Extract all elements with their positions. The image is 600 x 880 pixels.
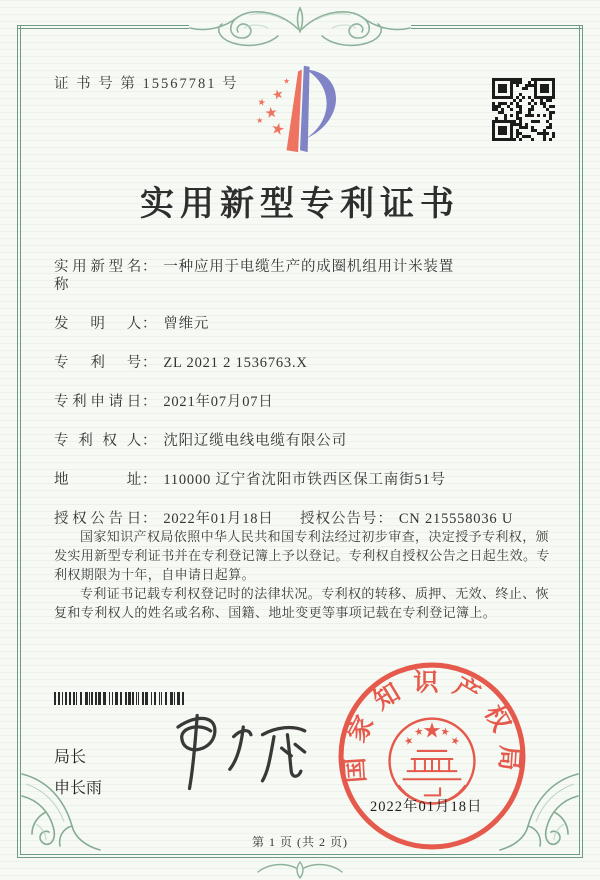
field-row-name (54, 258, 560, 294)
field-label: 授权公告号 (300, 511, 378, 527)
field-row-patent-no (54, 354, 560, 372)
field-label: 地址 (54, 472, 142, 488)
certificate-title: 实用新型专利证书 (140, 186, 460, 223)
logo-p-bowl (306, 70, 336, 139)
signer-title: 局长 (54, 749, 87, 766)
signature-handwriting (140, 704, 335, 800)
legal-text (54, 527, 556, 622)
field-label: 专利权人 (54, 433, 142, 449)
grant-no-pair (300, 510, 513, 528)
field-value: 曾维元 (163, 316, 210, 332)
field-value: 2021年07月07日 (163, 394, 274, 410)
field-label: 专利申请日 (54, 394, 142, 410)
legal-paragraph-1: 国家知识产权局依照中华人民共和国专利法经过初步审查，决定授予专利权，颁发实用新型专利证书并在专利登记簿上予以登记。专利权自授权公告之日起生效。专利权期限为十年，自申请日起算。 (54, 529, 550, 582)
seal-date: 2022年01月18日 (370, 799, 483, 815)
certificate-number: 证 书 号 第 15567781 号 (54, 76, 239, 92)
field-colon: ： (142, 472, 158, 488)
legal-paragraph-2: 专利证书记载专利权登记时的法律状况。专利权的转移、质押、无效、终止、恢复和专利权人的姓名或名称、国籍、地址变更等事项记载在专利登记簿上。 (54, 586, 550, 620)
top-filigree-ornament (180, 2, 420, 52)
grant-no-value: CN 215558036 U (398, 511, 514, 527)
logo-red-wedge (287, 70, 302, 153)
field-colon: ： (377, 511, 393, 527)
field-value: 沈阳辽缆电线电缆有限公司 (163, 433, 347, 449)
qr-code (492, 78, 555, 141)
field-row-grant (54, 510, 560, 528)
field-label: 实用新型名称 (54, 259, 142, 293)
field-list (54, 258, 560, 549)
top-border-right (411, 25, 583, 29)
field-label: 授权公告日 (54, 511, 142, 527)
field-colon: ： (142, 316, 158, 332)
official-seal (336, 660, 528, 852)
field-row-filing-date (54, 393, 560, 411)
logo-stars (257, 78, 290, 135)
signer-name: 申长雨 (54, 780, 103, 797)
field-label: 专利号 (54, 355, 142, 371)
field-colon: ： (142, 511, 158, 527)
seal-national-emblem (390, 719, 475, 804)
field-value: ZL 2021 2 1536763.X (163, 355, 308, 371)
field-row-address (54, 471, 560, 489)
page-number: 第 1 页 (共 2 页) (252, 835, 348, 849)
field-label: 发明人 (54, 316, 142, 332)
grant-date-value: 2022年01月18日 (163, 511, 274, 527)
cnipa-logo (252, 60, 348, 156)
field-value: 一种应用于电缆生产的成圈机组用计米装置 (163, 259, 455, 275)
field-value: 110000 辽宁省沈阳市铁西区保工南街51号 (163, 472, 446, 488)
signer-block (54, 742, 102, 804)
field-colon: ： (142, 259, 158, 275)
top-border-left (17, 25, 189, 29)
bottom-filigree-ornament (240, 860, 360, 880)
field-colon: ： (142, 355, 158, 371)
field-colon: ： (142, 394, 158, 410)
field-row-patentee (54, 432, 560, 450)
field-row-inventor (54, 315, 560, 333)
seal-text: 国家知识产权局 (340, 668, 524, 784)
field-colon: ： (142, 433, 158, 449)
